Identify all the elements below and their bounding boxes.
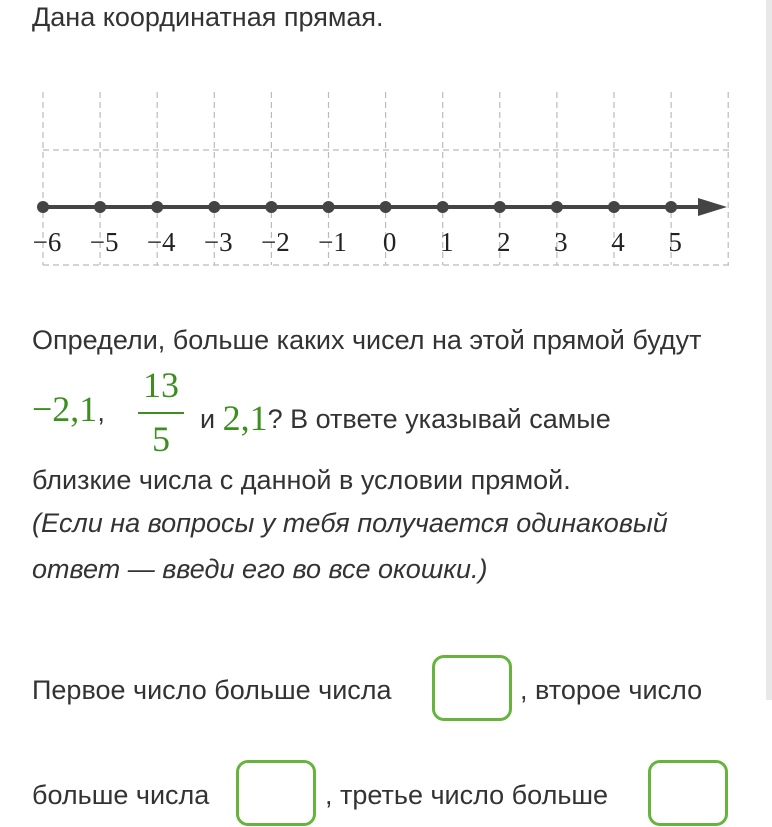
tick-labels <box>33 227 682 257</box>
fraction-numerator: 13 <box>143 365 179 405</box>
tick-label: 5 <box>668 227 682 257</box>
number-line-point <box>151 201 163 213</box>
number-3: 2,1 <box>222 398 268 438</box>
tick-label: 0 <box>382 227 397 257</box>
number-line-point <box>608 201 620 213</box>
answer-input-1[interactable] <box>432 655 512 721</box>
axis-arrow-icon <box>698 198 727 216</box>
number-line-point <box>380 201 392 213</box>
answer-text-1: Первое число больше числа <box>32 675 392 705</box>
number-line-point <box>94 201 106 213</box>
tick-label: −2 <box>261 227 290 257</box>
tick-label: −1 <box>318 227 347 257</box>
number-line-point <box>437 201 449 213</box>
separator: , <box>97 397 105 427</box>
tick-label: 3 <box>554 227 568 257</box>
note-line-2: ответ — введи его во все окошки.) <box>32 554 488 584</box>
number-line-figure <box>0 0 772 290</box>
tick-label: −5 <box>89 227 119 257</box>
conjunction: и <box>200 404 216 434</box>
number-line-point <box>208 201 220 213</box>
number-1: −2,1 <box>32 389 98 429</box>
tick-label: 4 <box>611 227 625 257</box>
fraction-bar <box>138 412 184 414</box>
tick-label: 2 <box>497 227 511 257</box>
tick-label: 1 <box>439 227 454 257</box>
tick-label: −4 <box>146 227 176 257</box>
tick-label: −6 <box>32 227 62 257</box>
question-line-3: близкие числа с данной в условии прямой. <box>32 465 571 495</box>
question-line-1: Определи, больше каких чисел на этой прямой будут <box>32 325 702 355</box>
answer-text-3: больше числа <box>32 780 210 810</box>
answer-text-2: , второе число <box>520 675 703 705</box>
number-line-point <box>323 201 335 213</box>
answer-input-3[interactable] <box>648 760 728 826</box>
fraction-denominator: 5 <box>152 419 170 459</box>
number-line-point <box>551 201 563 213</box>
question-line-2 <box>32 388 105 430</box>
question-rest: ? В ответе указывай самые <box>267 404 611 434</box>
question-line-2-rest <box>200 395 611 437</box>
scrollbar[interactable] <box>766 0 772 700</box>
number-line-point <box>665 201 677 213</box>
note-line-1: (Если на вопросы у тебя получается одинаковый <box>32 508 668 538</box>
intro-text: Дана координатная прямая. <box>32 2 384 32</box>
number-line-point <box>37 201 49 213</box>
tick-label: −3 <box>203 227 233 257</box>
answer-text-4: , третье число больше <box>325 780 609 810</box>
number-line-point <box>265 201 277 213</box>
number-line-point <box>494 201 506 213</box>
answer-input-2[interactable] <box>236 760 316 826</box>
